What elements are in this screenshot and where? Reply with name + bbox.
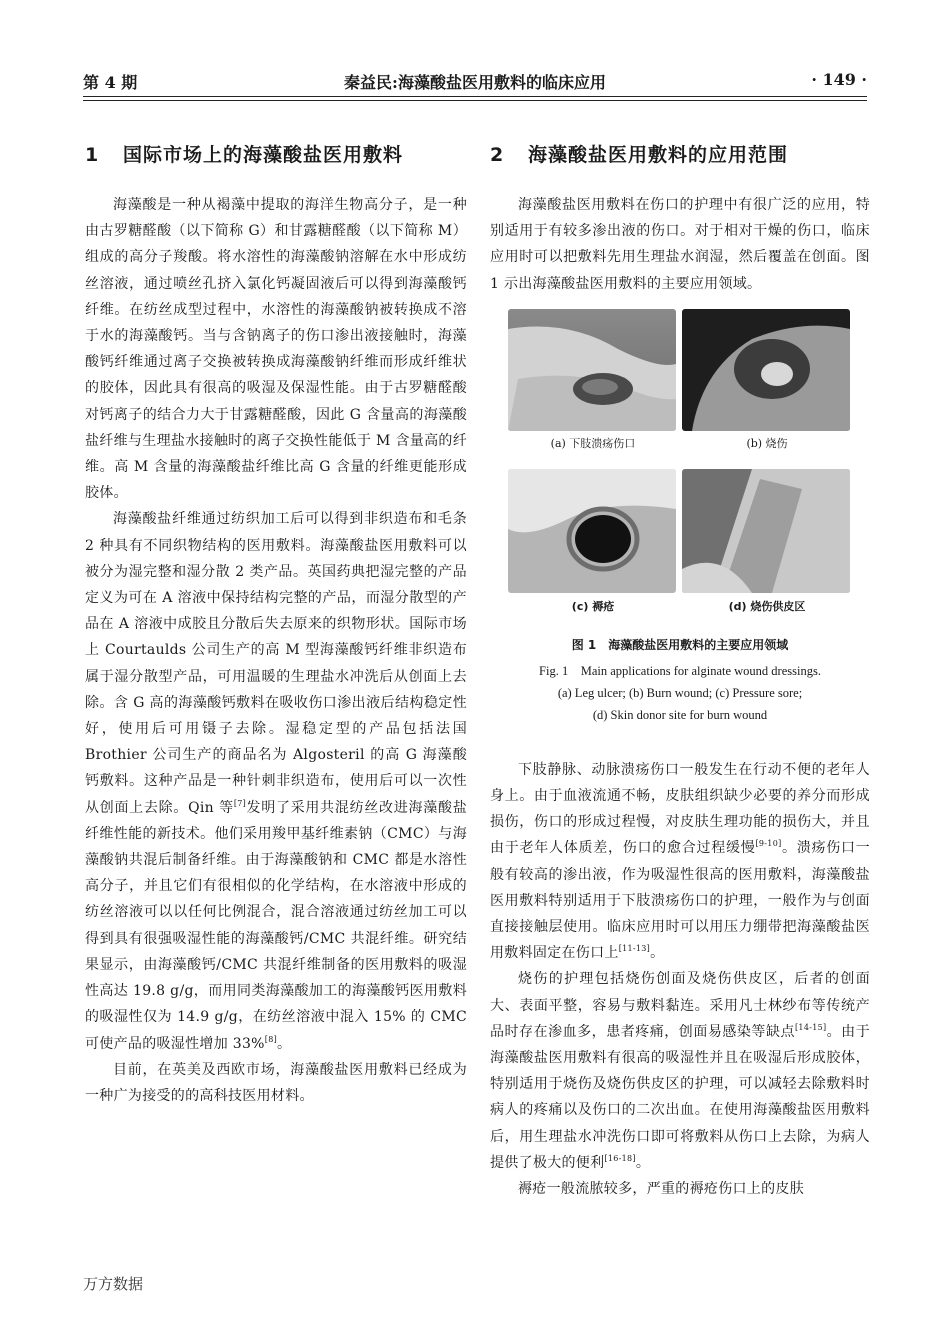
- subcaption-c: (c) 褥疮: [571, 599, 615, 613]
- section-title: 国际市场上的海藻酸盐医用敷料: [123, 144, 404, 166]
- left-column: [85, 140, 467, 1109]
- section-number: 1: [85, 144, 100, 166]
- right-column: [490, 140, 870, 1202]
- issue-label: 第 4 期: [83, 73, 138, 92]
- citation[interactable]: [11-13]: [618, 944, 651, 954]
- photo-donor-site: [682, 469, 850, 593]
- figure-caption-en: Fig. 1 Main applications for alginate wound dressings.: [539, 663, 821, 678]
- figure-caption-zh: 图 1 海藻酸盐医用敷料的主要应用领域: [571, 637, 789, 652]
- watermark: 万方数据: [83, 1275, 144, 1293]
- photo-pressure-sore: [508, 469, 676, 593]
- page-number: · 149 ·: [811, 70, 867, 89]
- paragraph: 目前，在英美及西欧市场，海藻酸盐医用敷料已经成为一种广为接受的的高科技医用材料。: [85, 1061, 467, 1104]
- paragraph: 下肢静脉、动脉溃疡伤口一般发生在行动不便的老年人身上。由于血液流通不畅，皮肤组织缺少必要的养分而形成损伤，伤口的形成过程慢，对皮肤生理功能的损伤大，并且由于老年人体质差，伤口的愈合过程缓慢[9-10]。溃疡伤口一般有较高的渗出液，作为吸湿性很高的医用敷料，海藻酸盐医用敷料特别适用于下肢溃疡伤口的护理，一般作为与创面直接接触层使用。临床应用时可以用压力绷带把海藻酸盐医用敷料固定在伤口上[11-13]。: [490, 761, 870, 962]
- paragraph: 海藻酸盐纤维通过纺织加工后可以得到非织造布和毛条 2 种具有不同织物结构的医用敷料。海藻酸盐医用敷料可以被分为湿完整和湿分散 2 类产品。英国药典把湿完整的产品定义为可在 A 溶液中保持结构完整的产品，而湿分散型的产品在 A 溶液中成胶且分散后失去原来的织物形状。国际市场上 Courtaulds 公司生产的高 M 型海藻酸钙纤维非织造布属于湿分散型产品，可用温暖的生理盐水冲洗后从创面上去除。含 G 高的海藻酸钙敷料在吸收伤口渗出液后结构稳定性好，使用后可用镊子去除。湿稳定型的产品包括法国 Brothier 公司生产的商品名为 Algosteril 的高 G 海藻酸钙敷料。这种产品是一种针刺非织造布，使用后可以一次性从创面上去除。Qin 等[7]发明了采用共混纺丝改进海藻酸盐纤维性能的新技术。他们采用羧甲基纤维素钠（CMC）与海藻酸钠共混后制备纤维。由于海藻酸钠和 CMC 都是水溶性高分子，并且它们有很相似的化学结构，在水溶液中形成的纺丝溶液可以以任何比例混合，混合溶液通过纺丝加工可以得到具有很强吸湿性能的海藻酸钙/CMC 共混纤维。研究结果显示，由海藻酸钙/CMC 共混纤维制备的医用敷料的吸湿性高达 19.8 g/g，而用同类海藻酸加工的海藻酸钙医用敷料的吸湿性仅为 14.9 g/g，在纺丝溶液中混入 15% 的 CMC 可使产品的吸湿性增加 33%[8]。: [85, 511, 467, 1052]
- section-title: 海藻酸盐医用敷料的应用范围: [528, 144, 789, 166]
- citation[interactable]: [9-10]: [755, 839, 782, 849]
- photo-leg-ulcer: [508, 309, 676, 431]
- citation[interactable]: [8]: [264, 1034, 278, 1044]
- section-number: 2: [490, 144, 505, 166]
- running-title: 秦益民:海藻酸盐医用敷料的临床应用: [344, 73, 606, 92]
- header-rule: [83, 96, 867, 97]
- subcaption-d: (d) 烧伤供皮区: [728, 599, 806, 613]
- citation[interactable]: [7]: [233, 798, 247, 808]
- photo-burn-wound: [682, 309, 850, 431]
- section-2-heading: [490, 140, 870, 180]
- citation[interactable]: [16-18]: [604, 1153, 636, 1163]
- section-1-heading: [85, 140, 467, 180]
- running-header: [83, 70, 867, 96]
- paragraph: 海藻酸是一种从褐藻中提取的海洋生物高分子，是一种由古罗糖醛酸（以下简称 G）和甘露糖醛酸（以下简称 M）组成的高分子羧酸。将水溶性的海藻酸钠溶解在水中形成纺丝溶液，通过喷丝孔挤入氯化钙凝固液后可以得到海藻酸钙纤维。在纺丝成型过程中，水溶性的海藻酸钠被转换成不溶于水的海藻酸钙。当与含钠离子的伤口渗出液接触时，海藻酸钙纤维通过离子交换被转换成海藻酸钠纤维而形成纤维状的胶体，因此具有很高的吸湿及保湿性能。由于古罗糖醛酸对钙离子的结合力大于甘露糖醛酸，因此 G 含量高的海藻酸盐纤维与生理盐水接触时的离子交换性能低于 M 含量高的纤维。高 M 含量的海藻酸盐纤维比高 G 含量的纤维更能形成胶体。: [85, 197, 467, 502]
- citation[interactable]: [14-15]: [795, 1022, 827, 1032]
- figure-1: [490, 309, 870, 757]
- paragraph: 褥疮一般流脓较多，严重的褥疮伤口上的皮肤: [518, 1181, 804, 1198]
- header-rule-thin: [83, 100, 867, 101]
- subcaption-a: (a) 下肢溃疡伤口: [550, 436, 636, 450]
- figure-caption-en: (d) Skin donor site for burn wound: [592, 707, 768, 722]
- subcaption-b: (b) 烧伤: [746, 436, 788, 450]
- paragraph: 烧伤的护理包括烧伤创面及烧伤供皮区，后者的创面大、表面平整，容易与敷料黏连。采用凡士林纱布等传统产品时存在渗血多，患者疼痛，创面易感染等缺点[14-15]。由于海藻酸盐医用敷料有很高的吸湿性并且在吸湿后形成胶体，特别适用于烧伤及烧伤供皮区的护理，可以减轻去除敷料时病人的疼痛以及伤口的二次出血。在使用海藻酸盐医用敷料后，用生理盐水冲洗伤口即可将敷料从伤口上去除，为病人提供了极大的便利[16-18]。: [490, 971, 870, 1171]
- paragraph: 海藻酸盐医用敷料在伤口的护理中有很广泛的应用，特别适用于有较多渗出液的伤口。对于相对干燥的伤口，临床应用时可以把敷料先用生理盐水润湿，然后覆盖在创面。图 1 示出海藻酸盐医用敷料的主要应用领域。: [490, 197, 870, 292]
- figure-caption-en: (a) Leg ulcer; (b) Burn wound; (c) Pressure sore;: [557, 685, 803, 700]
